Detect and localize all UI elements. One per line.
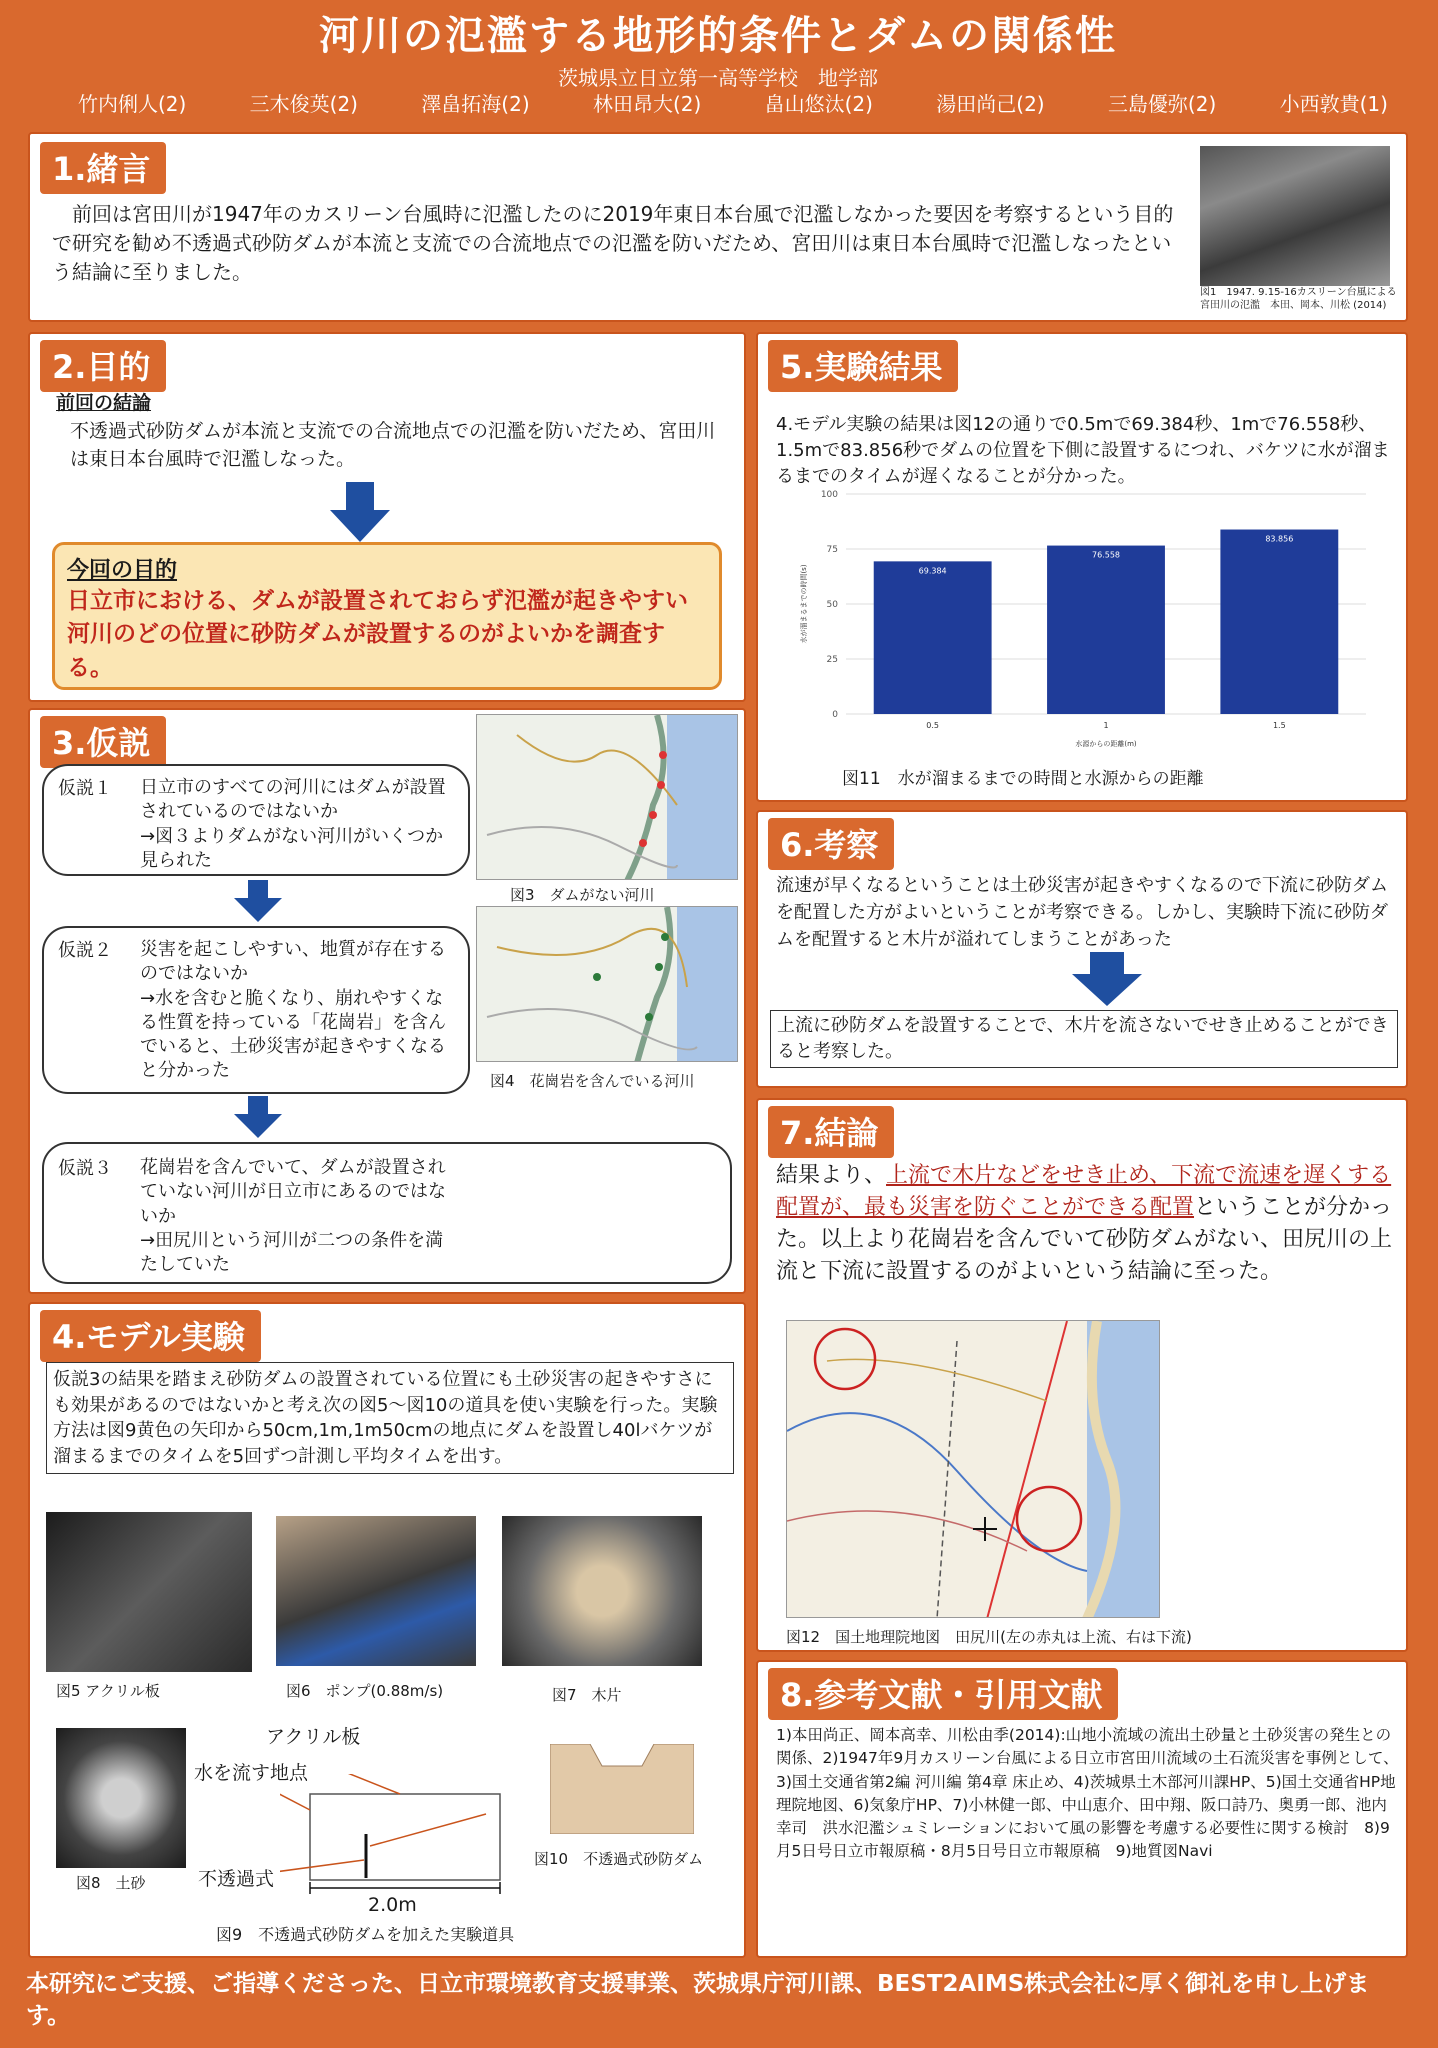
fig8-caption: 図8 土砂 [76,1874,146,1892]
fig7-caption: 図7 木片 [552,1686,622,1704]
data-label: 76.558 [1092,550,1120,560]
purpose-text: 日立市における、ダムが設置されておらず氾濫が起きやすい河川のどの位置に砂防ダムが設置するのがよいかを調査する。 [67,588,688,681]
section-references [756,1660,1408,1958]
author: 竹内俐人(2) [78,92,187,116]
intro-text: 前回は宮田川が1947年のカスリーン台風時に氾濫したのに2019年東日本台風で氾濫しなかった要因を考察するという目的で研究を勧め不透過式砂防ダムが本流と支流での合流地点での氾濫を防いだため、宮田川は東日本台風時で氾濫しなったという結論に至りました。 [52,202,1174,284]
conclusion-text [776,1160,1396,1288]
hypothesis-1-box [42,764,470,876]
map-graphic [787,1321,1160,1618]
x-tick-label: 1.5 [1272,721,1286,730]
section-title: 8.参考文献・引用文献 [768,1668,1118,1720]
soil-photo [56,1728,186,1868]
references-text: 1)本田尚正、岡本高幸、川松由季(2014):山地小流域の流出土砂量と土砂災害の発生との関係、2)1947年9月カスリーン台風による日立市宮田川流域の土石流災害を事例として、3)国土交通省第2編 河川編 第4章 床止め、4)茨城県土木部河川課HP、5)国土交通省HP地理院地図、6)気象庁HP、7)小林健一郎、中山恵介、田中翔、阪口詩乃、奥勇一郎、池内幸司 洪水氾濫シュミレーションにおいて風の影響を考慮する必要性に関する検討 8)9月5日号日立市報原稿・8月5日号日立市報原稿 9)地質図Navi [776,1726,1399,1861]
purpose-box [52,542,722,690]
y-tick-label: 100 [820,490,838,500]
x-tick-label: 0.5 [926,721,940,730]
hypothesis-2-text: 災害を起こしやすい、地質が存在するのではないか →水を含むと脆くなり、崩れやすくなる性質を持っている「花崗岩」を含んでいると、土砂災害が起きやすくなると分かった [140,939,446,1082]
x-tick-label: 1 [1103,721,1109,730]
fig9-caption: 図9 不透過式砂防ダムを加えた実験道具 [216,1925,515,1944]
section-title: 1.緒言 [40,142,166,194]
author: 三島優弥(2) [1107,92,1217,116]
dam-shape [550,1744,694,1834]
x-axis-label: 水源からの距離(m) [1075,740,1137,748]
prev-conclusion-heading: 前回の結論 [56,392,152,414]
author-list [78,88,1388,117]
down-arrow-icon [234,880,282,924]
section-discussion [756,810,1408,1088]
prev-conclusion-text: 不透過式砂防ダムが本流と支流での合流地点での氾濫を防いだため、宮田川は東日本台風時で氾濫しなった。 [70,420,716,470]
pump-photo [276,1516,476,1666]
y-tick-label: 50 [826,600,838,610]
y-tick-label: 75 [826,545,838,555]
conclusion-highlight: 上流で木片などをせき止め、下流で流速を遅くする配置が、最も災害を防ぐことができる配置 [776,1163,1392,1221]
y-axis-label: 水が溜まるまでの時間(s) [800,564,808,644]
author: 小西敦貴(1) [1279,92,1388,116]
poster [18,0,1418,2048]
section-conclusion [756,1098,1408,1652]
author: 畠山悠汰(2) [764,92,873,116]
map-graphic [477,715,738,880]
hypothesis-2-label: 仮説２ [58,940,112,961]
fig10-caption: 図10 不透過式砂防ダム [534,1850,704,1868]
diagram-graphic [280,1774,532,1914]
data-label: 69.384 [918,566,947,576]
fig4-caption: 図4 花崗岩を含んでいる河川 [490,1072,695,1090]
y-tick-label: 25 [826,655,838,665]
school-name: 茨城県立日立第一高等学校 地学部 [558,66,878,90]
hypothesis-1-label: 仮説１ [58,778,112,799]
results-text: 4.モデル実験の結果は図12の通りで0.5mで69.384秒、1mで76.558秒、1.5mで83.856秒でダムの位置を下側に設置するにつれ、バケツに水が溜まるまでのタイムが遅くなることが分かった。 [776,414,1390,488]
hypothesis-3-text: 花崗岩を含んでいて、ダムが設置されていない河川が日立市にあるのではないか →田尻川という河川が二つの条件を満たしていた [140,1157,446,1276]
bar-chart [776,484,1396,754]
author: 三木俊英(2) [249,92,358,116]
bar [1047,546,1165,714]
fig5-caption: 図5 アクリル板 [56,1682,160,1700]
hypothesis-2-box [42,926,470,1094]
fig1-caption: 図1 1947. 9.15-16カスリーン台風による宮田川の氾濫 本田、岡本、川松 (2014) [1200,287,1397,311]
conclusion-pre: 結果より、 [776,1163,887,1188]
data-label: 83.856 [1265,534,1294,544]
gsi-map [786,1320,1160,1618]
section-title: 6.考察 [768,818,894,870]
experiment-text: 仮説3の結果を踏まえ砂防ダムの設置されている位置にも土砂災害の起きやすさにも効果があるのではないかと考え次の図5～図10の道具を使い実験を行った。実験方法は図9黄色の矢印から50cm,1m,1m50cmの地点にダムを設置し40lバケツが溜まるまでのタイムを5回ずつ計測し平均タイムを出す。 [46,1362,734,1474]
section-purpose [28,332,746,702]
fig11-caption: 図11 水が溜まるまでの時間と水源からの距離 [842,769,1204,789]
down-arrow-icon [234,1096,282,1140]
section-results [756,332,1408,802]
acknowledgement: 本研究にご支援、ご指導くださった、日立市環境教育支援事業、茨城県庁河川課、BEST2AIMS株式会社に厚く御礼を申し上げます。 [26,1971,1370,2030]
down-arrow-icon [330,482,390,544]
section-title: 4.モデル実験 [40,1310,261,1362]
section-hypothesis [28,708,746,1294]
acrylic-board-photo [46,1512,252,1672]
down-arrow-icon [1072,952,1142,1008]
label-acrylic: アクリル板 [266,1726,361,1748]
hypothesis-3-box [42,1142,732,1284]
fig3-caption: 図3 ダムがない河川 [510,886,655,904]
wood-chips-photo [502,1516,702,1666]
purpose-heading: 今回の目的 [67,558,178,583]
discussion-conclusion: 上流に砂防ダムを設置することで、木片を流さないでせき止めることができると考察した。 [770,1010,1398,1068]
bar [1220,530,1338,714]
section-introduction [28,132,1408,322]
map-granite-rivers [476,906,738,1062]
discussion-text: 流速が早くなるということは土砂災害が起きやすくなるので下流に砂防ダムを配置した方がよいということが考察できる。しかし、実験時下流に砂防ダムを配置すると木片が溢れてしまうことがあった [776,875,1388,950]
dam-graphic [550,1744,694,1834]
label-water-point: 水を流す地点 [194,1762,309,1784]
section-title: 5.実験結果 [768,340,958,392]
typhoon-flood-photo [1200,146,1390,286]
fig12-caption: 図12 国土地理院地図 田尻川(左の赤丸は上流、右は下流) [786,1628,1192,1646]
map-graphic [477,907,738,1062]
section-title: 3.仮説 [40,716,166,768]
conclusion-post: ということが分かった。以上より花崗岩を含んでいて砂防ダムがない、田尻川の上流と下流に設置するのがよいという結論に至った。 [776,1195,1393,1285]
fig6-caption: 図6 ポンプ(0.88m/s) [286,1682,444,1700]
author: 湯田尚己(2) [936,92,1045,116]
chart-svg [776,484,1396,754]
hypothesis-1-text: 日立市のすべての河川にはダムが設置されているのではないか →図３よりダムがない河川がいくつか見られた [140,777,446,871]
poster-title: 河川の氾濫する地形的条件とダムの関係性 [319,13,1117,59]
bar [874,561,992,714]
section-model-experiment [28,1302,746,1958]
author: 澤畠拓海(2) [421,92,530,116]
label-dam: 不透過式 [198,1868,275,1890]
experiment-diagram [280,1774,532,1914]
section-title: 2.目的 [40,340,166,392]
section-title: 7.結論 [768,1106,894,1158]
author: 林田昂大(2) [592,92,702,116]
y-tick-label: 0 [832,710,838,720]
hypothesis-3-label: 仮説３ [58,1158,112,1179]
map-no-dam-rivers [476,714,738,880]
label-length: 2.0m [368,1894,417,1916]
